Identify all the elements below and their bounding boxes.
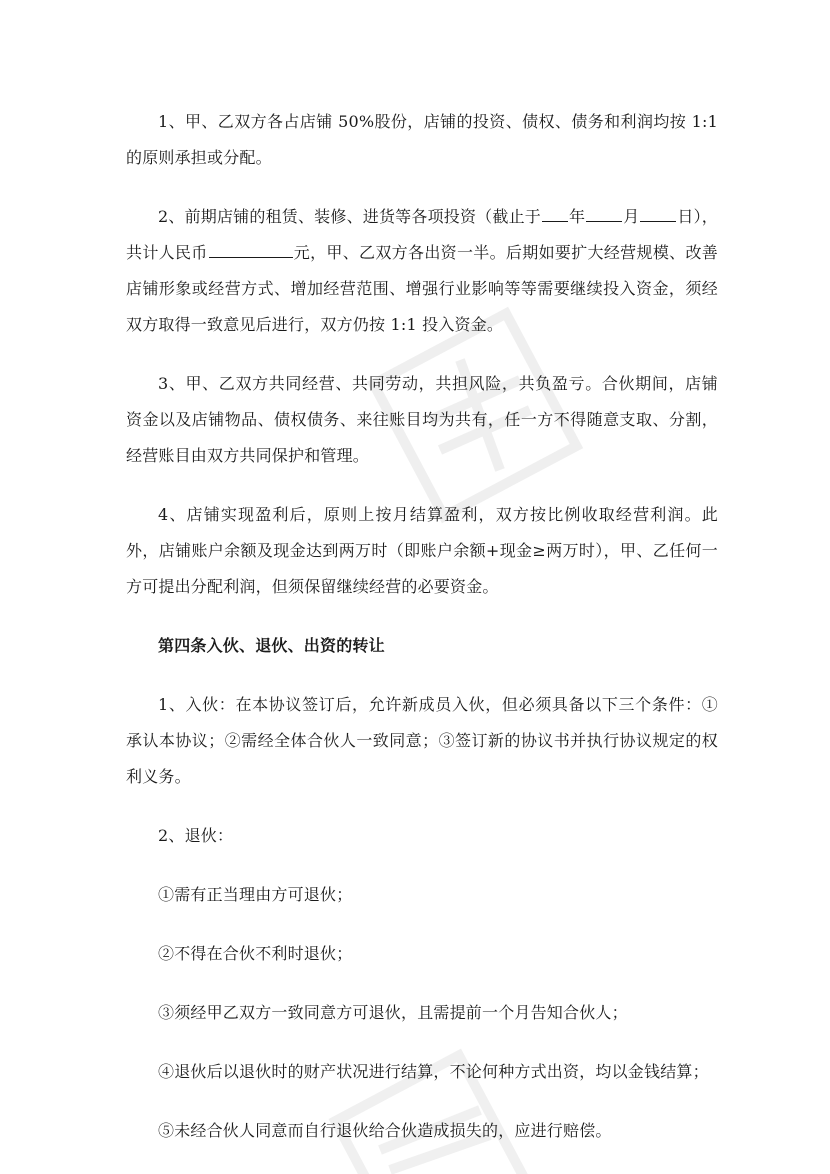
investment-body: 元，甲、乙双方各出资一半。后期如要扩大经营规模、改善店铺形象或经营方式、增加经营范围、增强行业影响等等需要继续投入资金，须经双方取得一致意见后进行，双方仍按 1:1 投入资金。 xyxy=(126,243,718,334)
withdraw-item: ①需有正当理由方可退伙； xyxy=(158,885,353,904)
year-label: 年 xyxy=(568,207,586,226)
paragraph-investment xyxy=(126,199,718,343)
blank-day-field xyxy=(640,201,676,222)
section-heading: 第四条入伙、退伙、出资的转让 xyxy=(158,636,385,655)
withdraw-item: ④退伙后以退伙时的财产状况进行结算，不论何种方式出资，均以金钱结算； xyxy=(158,1062,709,1081)
withdraw-item: ②不得在合伙不利时退伙； xyxy=(158,944,353,963)
blank-month-field xyxy=(586,201,622,222)
paragraph-shares: 1、甲、乙双方各占店铺 50%股份，店铺的投资、债权、债务和利润均按 1:1 的原则承担或分配。 xyxy=(126,112,718,167)
withdraw-item: ③须经甲乙双方一致同意方可退伙，且需提前一个月告知合伙人； xyxy=(158,1003,628,1022)
paragraph-join: 1、入伙：在本协议签订后，允许新成员入伙，但必须具备以下三个条件：①承认本协议；②需经全体合伙人一致同意；③签订新的协议书并执行协议规定的权利义务。 xyxy=(126,695,718,786)
blank-amount-field xyxy=(209,237,293,258)
withdraw-title: 2、退伙： xyxy=(158,826,234,845)
day-label: 日），共计人民币 xyxy=(126,207,718,262)
document-body xyxy=(126,104,718,1172)
blank-year-field xyxy=(542,201,568,222)
withdraw-item: ⑤未经合伙人同意而自行退伙给合伙造成损失的，应进行赔偿。 xyxy=(158,1121,612,1140)
paragraph-joint-operation: 3、甲、乙双方共同经营、共同劳动，共担风险，共负盈亏。合伙期间，店铺资金以及店铺物品、债权债务、来往账目均为共有，任一方不得随意支取、分割，经营账目由双方共同保护和管理。 xyxy=(126,374,718,465)
investment-intro: 2、前期店铺的租赁、装修、进货等各项投资（截止于 xyxy=(158,207,541,226)
paragraph-profit: 4、店铺实现盈利后，原则上按月结算盈利，双方按比例收取经营利润。此外，店铺账户余额及现金达到两万时（即账户余额+现金≥两万时），甲、乙任何一方可提出分配利润，但须保留继续经营的必要资金。 xyxy=(126,505,718,596)
month-label: 月 xyxy=(623,207,640,226)
